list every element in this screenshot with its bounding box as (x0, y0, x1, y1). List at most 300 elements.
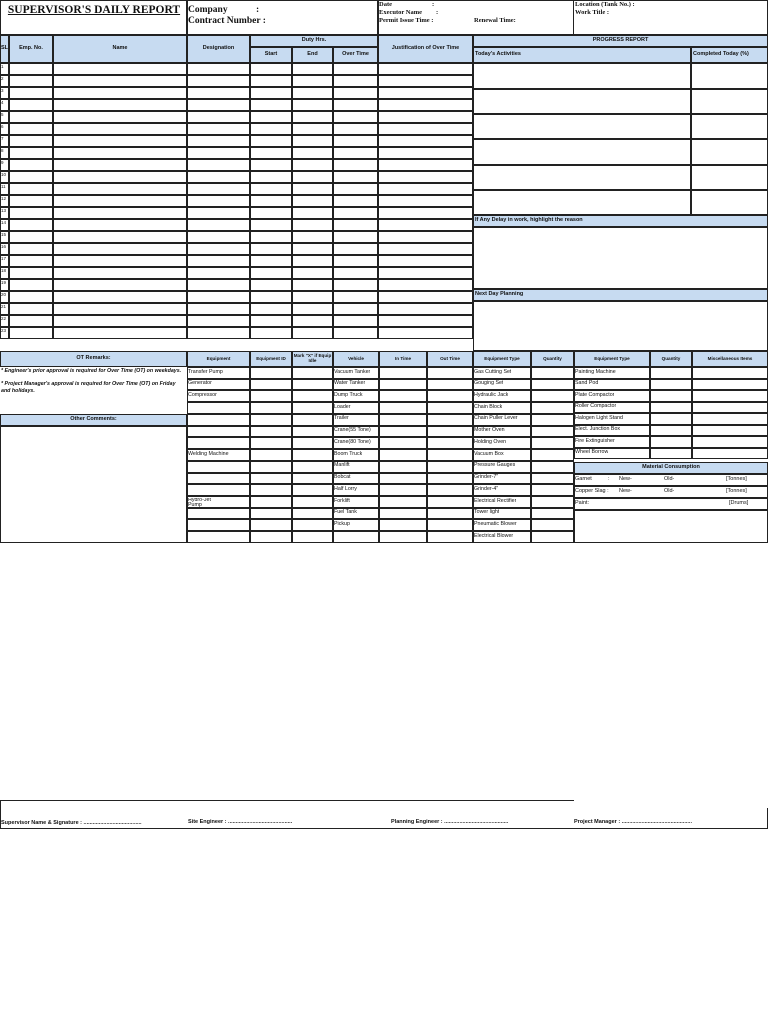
equipment-grid-cell[interactable] (379, 519, 427, 531)
start-cell[interactable] (250, 291, 292, 303)
equipment-grid-cell[interactable] (427, 414, 473, 426)
equipment-grid-cell[interactable] (333, 531, 379, 543)
start-cell[interactable] (250, 243, 292, 255)
designation-cell[interactable] (187, 291, 250, 303)
equipment-grid-cell[interactable] (250, 367, 292, 379)
overtime-cell[interactable] (333, 219, 378, 231)
site-engineer-signature: Site Engineer : .......................................... (188, 819, 293, 825)
justification-cell[interactable] (378, 279, 473, 291)
emp-no-cell[interactable] (9, 279, 53, 291)
start-cell[interactable] (250, 135, 292, 147)
garnet-label: Garnet (575, 476, 592, 482)
equipment-grid-cell[interactable] (187, 519, 250, 531)
justification-cell[interactable] (378, 315, 473, 327)
equipment-grid-cell[interactable] (250, 426, 292, 438)
overtime-cell[interactable] (333, 171, 378, 183)
overtime-cell[interactable] (333, 147, 378, 159)
equipment-grid-cell[interactable] (427, 531, 473, 543)
name-cell[interactable] (53, 147, 187, 159)
equipment-grid-cell[interactable] (531, 379, 574, 391)
name-cell[interactable] (53, 327, 187, 339)
col-header-in-time: In Time (379, 351, 427, 367)
justification-cell[interactable] (378, 255, 473, 267)
equipment-grid-cell[interactable] (379, 402, 427, 414)
equipment-grid-cell[interactable] (531, 402, 574, 414)
emp-no-cell[interactable] (9, 183, 53, 195)
name-cell[interactable] (53, 159, 187, 171)
sl-number: 12 (1, 196, 7, 201)
col-header-vehicle: Vehicle (333, 351, 379, 367)
justification-cell[interactable] (378, 135, 473, 147)
report-title: SUPERVISOR'S DAILY REPORT (7, 4, 181, 16)
activity-cell[interactable] (473, 139, 691, 165)
overtime-cell[interactable] (333, 267, 378, 279)
justification-cell[interactable] (378, 75, 473, 87)
col-header-name: Name (53, 35, 187, 63)
start-cell[interactable] (250, 123, 292, 135)
end-cell[interactable] (292, 63, 333, 75)
signature-bottom-line (0, 828, 768, 829)
equipment-grid-cell[interactable] (250, 461, 292, 473)
equipment-grid-cell[interactable] (531, 508, 574, 520)
emp-no-cell[interactable] (9, 219, 53, 231)
end-cell[interactable] (292, 219, 333, 231)
name-cell[interactable] (53, 231, 187, 243)
designation-cell[interactable] (187, 327, 250, 339)
start-cell[interactable] (250, 231, 292, 243)
equipment-grid-cell[interactable] (187, 461, 250, 473)
overtime-cell[interactable] (333, 303, 378, 315)
designation-cell[interactable] (187, 63, 250, 75)
name-cell[interactable] (53, 303, 187, 315)
emp-no-cell[interactable] (9, 135, 53, 147)
equipment-grid-cell[interactable] (292, 414, 333, 426)
right-grid-cell[interactable] (692, 436, 768, 448)
justification-cell[interactable] (378, 267, 473, 279)
equipment-grid-cell[interactable] (250, 484, 292, 496)
equipment-grid-cell[interactable] (427, 519, 473, 531)
start-cell[interactable] (250, 159, 292, 171)
equipment-grid-cell[interactable] (427, 508, 473, 520)
emp-no-cell[interactable] (9, 231, 53, 243)
equipment-grid-cell[interactable] (292, 484, 333, 496)
start-cell[interactable] (250, 255, 292, 267)
overtime-cell[interactable] (333, 207, 378, 219)
equipment-grid-cell[interactable] (292, 461, 333, 473)
justification-cell[interactable] (378, 147, 473, 159)
equipment-grid-cell[interactable] (187, 531, 250, 543)
end-cell[interactable] (292, 135, 333, 147)
activity-cell[interactable] (473, 89, 691, 114)
name-cell[interactable] (53, 219, 187, 231)
name-cell[interactable] (53, 123, 187, 135)
overtime-cell[interactable] (333, 183, 378, 195)
designation-cell[interactable] (187, 183, 250, 195)
equipment-grid-cell[interactable] (531, 473, 574, 485)
right-grid-cell[interactable] (650, 413, 692, 425)
equipment-type-name: Grinder-7" (474, 474, 499, 481)
overtime-cell[interactable] (333, 279, 378, 291)
equipment-grid-cell[interactable] (531, 484, 574, 496)
sl-number: 5 (1, 112, 4, 117)
equipment-type-name: Tower light (474, 509, 500, 516)
designation-cell[interactable] (187, 231, 250, 243)
overtime-cell[interactable] (333, 135, 378, 147)
equipment-grid-cell[interactable] (379, 367, 427, 379)
name-cell[interactable] (53, 99, 187, 111)
sl-number: 21 (1, 304, 7, 309)
end-cell[interactable] (292, 159, 333, 171)
name-cell[interactable] (53, 291, 187, 303)
start-cell[interactable] (250, 279, 292, 291)
completed-cell[interactable] (691, 63, 768, 89)
col-header-quantity: Quantity (531, 351, 574, 367)
emp-no-cell[interactable] (9, 327, 53, 339)
end-cell[interactable] (292, 315, 333, 327)
designation-cell[interactable] (187, 303, 250, 315)
equipment-grid-cell[interactable] (531, 390, 574, 402)
equipment-grid-cell[interactable] (427, 367, 473, 379)
end-cell[interactable] (292, 171, 333, 183)
equipment-grid-cell[interactable] (250, 379, 292, 391)
designation-cell[interactable] (187, 279, 250, 291)
start-cell[interactable] (250, 267, 292, 279)
justification-cell[interactable] (378, 195, 473, 207)
equipment-grid-cell[interactable] (187, 402, 250, 414)
start-cell[interactable] (250, 219, 292, 231)
justification-cell[interactable] (378, 303, 473, 315)
equipment-grid-cell[interactable] (427, 496, 473, 508)
justification-cell[interactable] (378, 183, 473, 195)
equipment-grid-cell[interactable] (427, 484, 473, 496)
equipment-grid-cell[interactable] (187, 484, 250, 496)
designation-cell[interactable] (187, 111, 250, 123)
end-cell[interactable] (292, 99, 333, 111)
designation-cell[interactable] (187, 75, 250, 87)
equipment-grid-cell[interactable] (379, 496, 427, 508)
name-cell[interactable] (53, 63, 187, 75)
name-cell[interactable] (53, 171, 187, 183)
col-header-duty-hrs: Duty Hrs. (250, 35, 378, 47)
start-cell[interactable] (250, 183, 292, 195)
emp-no-cell[interactable] (9, 207, 53, 219)
name-cell[interactable] (53, 315, 187, 327)
equipment-grid-cell[interactable] (427, 461, 473, 473)
designation-cell[interactable] (187, 159, 250, 171)
name-cell[interactable] (53, 135, 187, 147)
next-day-planning-area[interactable] (473, 301, 768, 351)
justification-cell[interactable] (378, 63, 473, 75)
equipment-grid-cell[interactable] (427, 390, 473, 402)
overtime-cell[interactable] (333, 315, 378, 327)
right-grid-cell[interactable] (650, 425, 692, 437)
emp-no-cell[interactable] (9, 63, 53, 75)
designation-cell[interactable] (187, 123, 250, 135)
right-grid-cell[interactable] (692, 379, 768, 391)
start-cell[interactable] (250, 75, 292, 87)
copper-old: Old- (664, 488, 675, 494)
start-cell[interactable] (250, 195, 292, 207)
end-cell[interactable] (292, 291, 333, 303)
start-cell[interactable] (250, 99, 292, 111)
equipment-grid-cell[interactable] (250, 414, 292, 426)
equipment-grid-cell[interactable] (250, 496, 292, 508)
right-grid-cell[interactable] (692, 448, 768, 460)
equipment-grid-cell[interactable] (187, 426, 250, 438)
right-grid-cell[interactable] (692, 413, 768, 425)
equipment-grid-cell[interactable] (250, 390, 292, 402)
equipment-grid-cell[interactable] (427, 379, 473, 391)
designation-cell[interactable] (187, 99, 250, 111)
equipment-grid-cell[interactable] (250, 437, 292, 449)
equipment-grid-cell[interactable] (292, 379, 333, 391)
equipment-grid-cell[interactable] (187, 437, 250, 449)
start-cell[interactable] (250, 207, 292, 219)
overtime-cell[interactable] (333, 87, 378, 99)
equipment-grid-cell[interactable] (292, 531, 333, 543)
equipment-grid-cell[interactable] (531, 531, 574, 543)
start-cell[interactable] (250, 315, 292, 327)
emp-no-cell[interactable] (9, 255, 53, 267)
justification-cell[interactable] (378, 159, 473, 171)
equipment-grid-cell[interactable] (531, 461, 574, 473)
equipment-grid-cell[interactable] (427, 426, 473, 438)
name-cell[interactable] (53, 267, 187, 279)
equipment-grid-cell[interactable] (292, 390, 333, 402)
end-cell[interactable] (292, 279, 333, 291)
end-cell[interactable] (292, 123, 333, 135)
justification-cell[interactable] (378, 111, 473, 123)
overtime-cell[interactable] (333, 123, 378, 135)
right-grid-cell[interactable] (650, 390, 692, 402)
emp-no-cell[interactable] (9, 267, 53, 279)
name-cell[interactable] (53, 255, 187, 267)
justification-cell[interactable] (378, 171, 473, 183)
activity-cell[interactable] (473, 63, 691, 89)
end-cell[interactable] (292, 183, 333, 195)
right-grid-cell[interactable] (692, 402, 768, 414)
justification-cell[interactable] (378, 243, 473, 255)
name-cell[interactable] (53, 207, 187, 219)
overtime-cell[interactable] (333, 291, 378, 303)
overtime-cell[interactable] (333, 75, 378, 87)
emp-no-cell[interactable] (9, 123, 53, 135)
end-cell[interactable] (292, 267, 333, 279)
justification-cell[interactable] (378, 291, 473, 303)
completed-cell[interactable] (691, 89, 768, 114)
designation-cell[interactable] (187, 171, 250, 183)
emp-no-cell[interactable] (9, 195, 53, 207)
end-cell[interactable] (292, 243, 333, 255)
right-grid-cell[interactable] (650, 367, 692, 379)
start-cell[interactable] (250, 63, 292, 75)
equipment-grid-cell[interactable] (250, 473, 292, 485)
equipment-grid-cell[interactable] (250, 508, 292, 520)
overtime-cell[interactable] (333, 231, 378, 243)
delay-reason-area[interactable] (473, 227, 768, 289)
name-cell[interactable] (53, 87, 187, 99)
equipment-grid-cell[interactable] (379, 449, 427, 461)
start-cell[interactable] (250, 111, 292, 123)
overtime-cell[interactable] (333, 99, 378, 111)
equipment-grid-cell[interactable] (379, 508, 427, 520)
completed-cell[interactable] (691, 139, 768, 165)
equipment-grid-cell[interactable] (379, 461, 427, 473)
equipment-grid-cell[interactable] (531, 437, 574, 449)
end-cell[interactable] (292, 147, 333, 159)
justification-cell[interactable] (378, 87, 473, 99)
emp-no-cell[interactable] (9, 111, 53, 123)
equipment-grid-cell[interactable] (531, 496, 574, 508)
equipment-grid-cell[interactable] (427, 402, 473, 414)
equipment-grid-cell[interactable] (292, 402, 333, 414)
material-blank-area (574, 510, 768, 543)
justification-cell[interactable] (378, 219, 473, 231)
right-grid-cell[interactable] (692, 425, 768, 437)
emp-no-cell[interactable] (9, 291, 53, 303)
justification-cell[interactable] (378, 327, 473, 339)
emp-no-cell[interactable] (9, 315, 53, 327)
col-header-quantity-2: Quantity (650, 351, 692, 367)
right-grid-cell[interactable] (650, 402, 692, 414)
end-cell[interactable] (292, 195, 333, 207)
overtime-cell[interactable] (333, 255, 378, 267)
equipment-grid-cell[interactable] (379, 426, 427, 438)
equipment-grid-cell[interactable] (379, 473, 427, 485)
right-grid-cell[interactable] (692, 390, 768, 402)
emp-no-cell[interactable] (9, 303, 53, 315)
end-cell[interactable] (292, 231, 333, 243)
emp-no-cell[interactable] (9, 99, 53, 111)
designation-cell[interactable] (187, 243, 250, 255)
next-day-planning-header: Next Day Planning (473, 289, 768, 301)
equipment-grid-cell[interactable] (187, 473, 250, 485)
equipment-grid-cell[interactable] (427, 437, 473, 449)
overtime-cell[interactable] (333, 195, 378, 207)
equipment-grid-cell[interactable] (292, 508, 333, 520)
equipment-grid-cell[interactable] (379, 390, 427, 402)
end-cell[interactable] (292, 303, 333, 315)
start-cell[interactable] (250, 87, 292, 99)
equipment-grid-cell[interactable] (292, 426, 333, 438)
equipment-grid-cell[interactable] (427, 449, 473, 461)
completed-cell[interactable] (691, 190, 768, 215)
overtime-cell[interactable] (333, 111, 378, 123)
name-cell[interactable] (53, 243, 187, 255)
overtime-cell[interactable] (333, 63, 378, 75)
end-cell[interactable] (292, 255, 333, 267)
right-grid-cell[interactable] (650, 436, 692, 448)
overtime-cell[interactable] (333, 243, 378, 255)
end-cell[interactable] (292, 111, 333, 123)
equipment-grid-cell[interactable] (531, 367, 574, 379)
designation-cell[interactable] (187, 195, 250, 207)
equipment-type2-name: Painting Machine (575, 368, 616, 375)
start-cell[interactable] (250, 171, 292, 183)
designation-cell[interactable] (187, 207, 250, 219)
justification-cell[interactable] (378, 207, 473, 219)
equipment-grid-cell[interactable] (292, 437, 333, 449)
designation-cell[interactable] (187, 267, 250, 279)
equipment-grid-cell[interactable] (292, 519, 333, 531)
other-comments-area[interactable] (0, 426, 187, 543)
copper-tonnes: [Tonnes] (726, 488, 747, 494)
equipment-grid-cell[interactable] (379, 531, 427, 543)
name-cell[interactable] (53, 111, 187, 123)
emp-no-cell[interactable] (9, 171, 53, 183)
emp-no-cell[interactable] (9, 147, 53, 159)
overtime-cell[interactable] (333, 159, 378, 171)
equipment-grid-cell[interactable] (187, 414, 250, 426)
end-cell[interactable] (292, 87, 333, 99)
justification-cell[interactable] (378, 231, 473, 243)
equipment-grid-cell[interactable] (250, 531, 292, 543)
emp-no-cell[interactable] (9, 75, 53, 87)
designation-cell[interactable] (187, 219, 250, 231)
equipment-grid-cell[interactable] (292, 473, 333, 485)
end-cell[interactable] (292, 327, 333, 339)
end-cell[interactable] (292, 207, 333, 219)
emp-no-cell[interactable] (9, 243, 53, 255)
equipment-grid-cell[interactable] (427, 473, 473, 485)
executor-colon: : (436, 9, 439, 16)
equipment-grid-cell[interactable] (292, 496, 333, 508)
designation-cell[interactable] (187, 135, 250, 147)
activity-cell[interactable] (473, 190, 691, 215)
completed-cell[interactable] (691, 114, 768, 139)
completed-cell[interactable] (691, 165, 768, 190)
justification-cell[interactable] (378, 123, 473, 135)
name-cell[interactable] (53, 183, 187, 195)
overtime-cell[interactable] (333, 327, 378, 339)
designation-cell[interactable] (187, 315, 250, 327)
equipment-grid-cell[interactable] (531, 449, 574, 461)
start-cell[interactable] (250, 303, 292, 315)
designation-cell[interactable] (187, 87, 250, 99)
right-grid-cell[interactable] (650, 448, 692, 460)
name-cell[interactable] (53, 279, 187, 291)
equipment-grid-cell[interactable] (292, 367, 333, 379)
right-grid-cell[interactable] (692, 367, 768, 379)
activity-cell[interactable] (473, 165, 691, 190)
equipment-grid-cell[interactable] (187, 508, 250, 520)
activity-cell[interactable] (473, 114, 691, 139)
name-cell[interactable] (53, 195, 187, 207)
equipment-grid-cell[interactable] (250, 449, 292, 461)
start-cell[interactable] (250, 327, 292, 339)
designation-cell[interactable] (187, 255, 250, 267)
name-cell[interactable] (53, 75, 187, 87)
equipment-grid-cell[interactable] (531, 414, 574, 426)
equipment-grid-cell[interactable] (292, 449, 333, 461)
equipment-grid-cell[interactable] (379, 414, 427, 426)
equipment-grid-cell[interactable] (531, 426, 574, 438)
start-cell[interactable] (250, 147, 292, 159)
equipment-grid-cell[interactable] (250, 519, 292, 531)
right-grid-cell[interactable] (650, 379, 692, 391)
equipment-grid-cell[interactable] (379, 379, 427, 391)
equipment-type-name: Pneumatic Blower (474, 520, 517, 527)
designation-cell[interactable] (187, 147, 250, 159)
emp-no-cell[interactable] (9, 87, 53, 99)
end-cell[interactable] (292, 75, 333, 87)
equipment-grid-cell[interactable] (531, 519, 574, 531)
equipment-grid-cell[interactable] (379, 484, 427, 496)
justification-cell[interactable] (378, 99, 473, 111)
equipment-grid-cell[interactable] (379, 437, 427, 449)
emp-no-cell[interactable] (9, 159, 53, 171)
equipment-grid-cell[interactable] (250, 402, 292, 414)
